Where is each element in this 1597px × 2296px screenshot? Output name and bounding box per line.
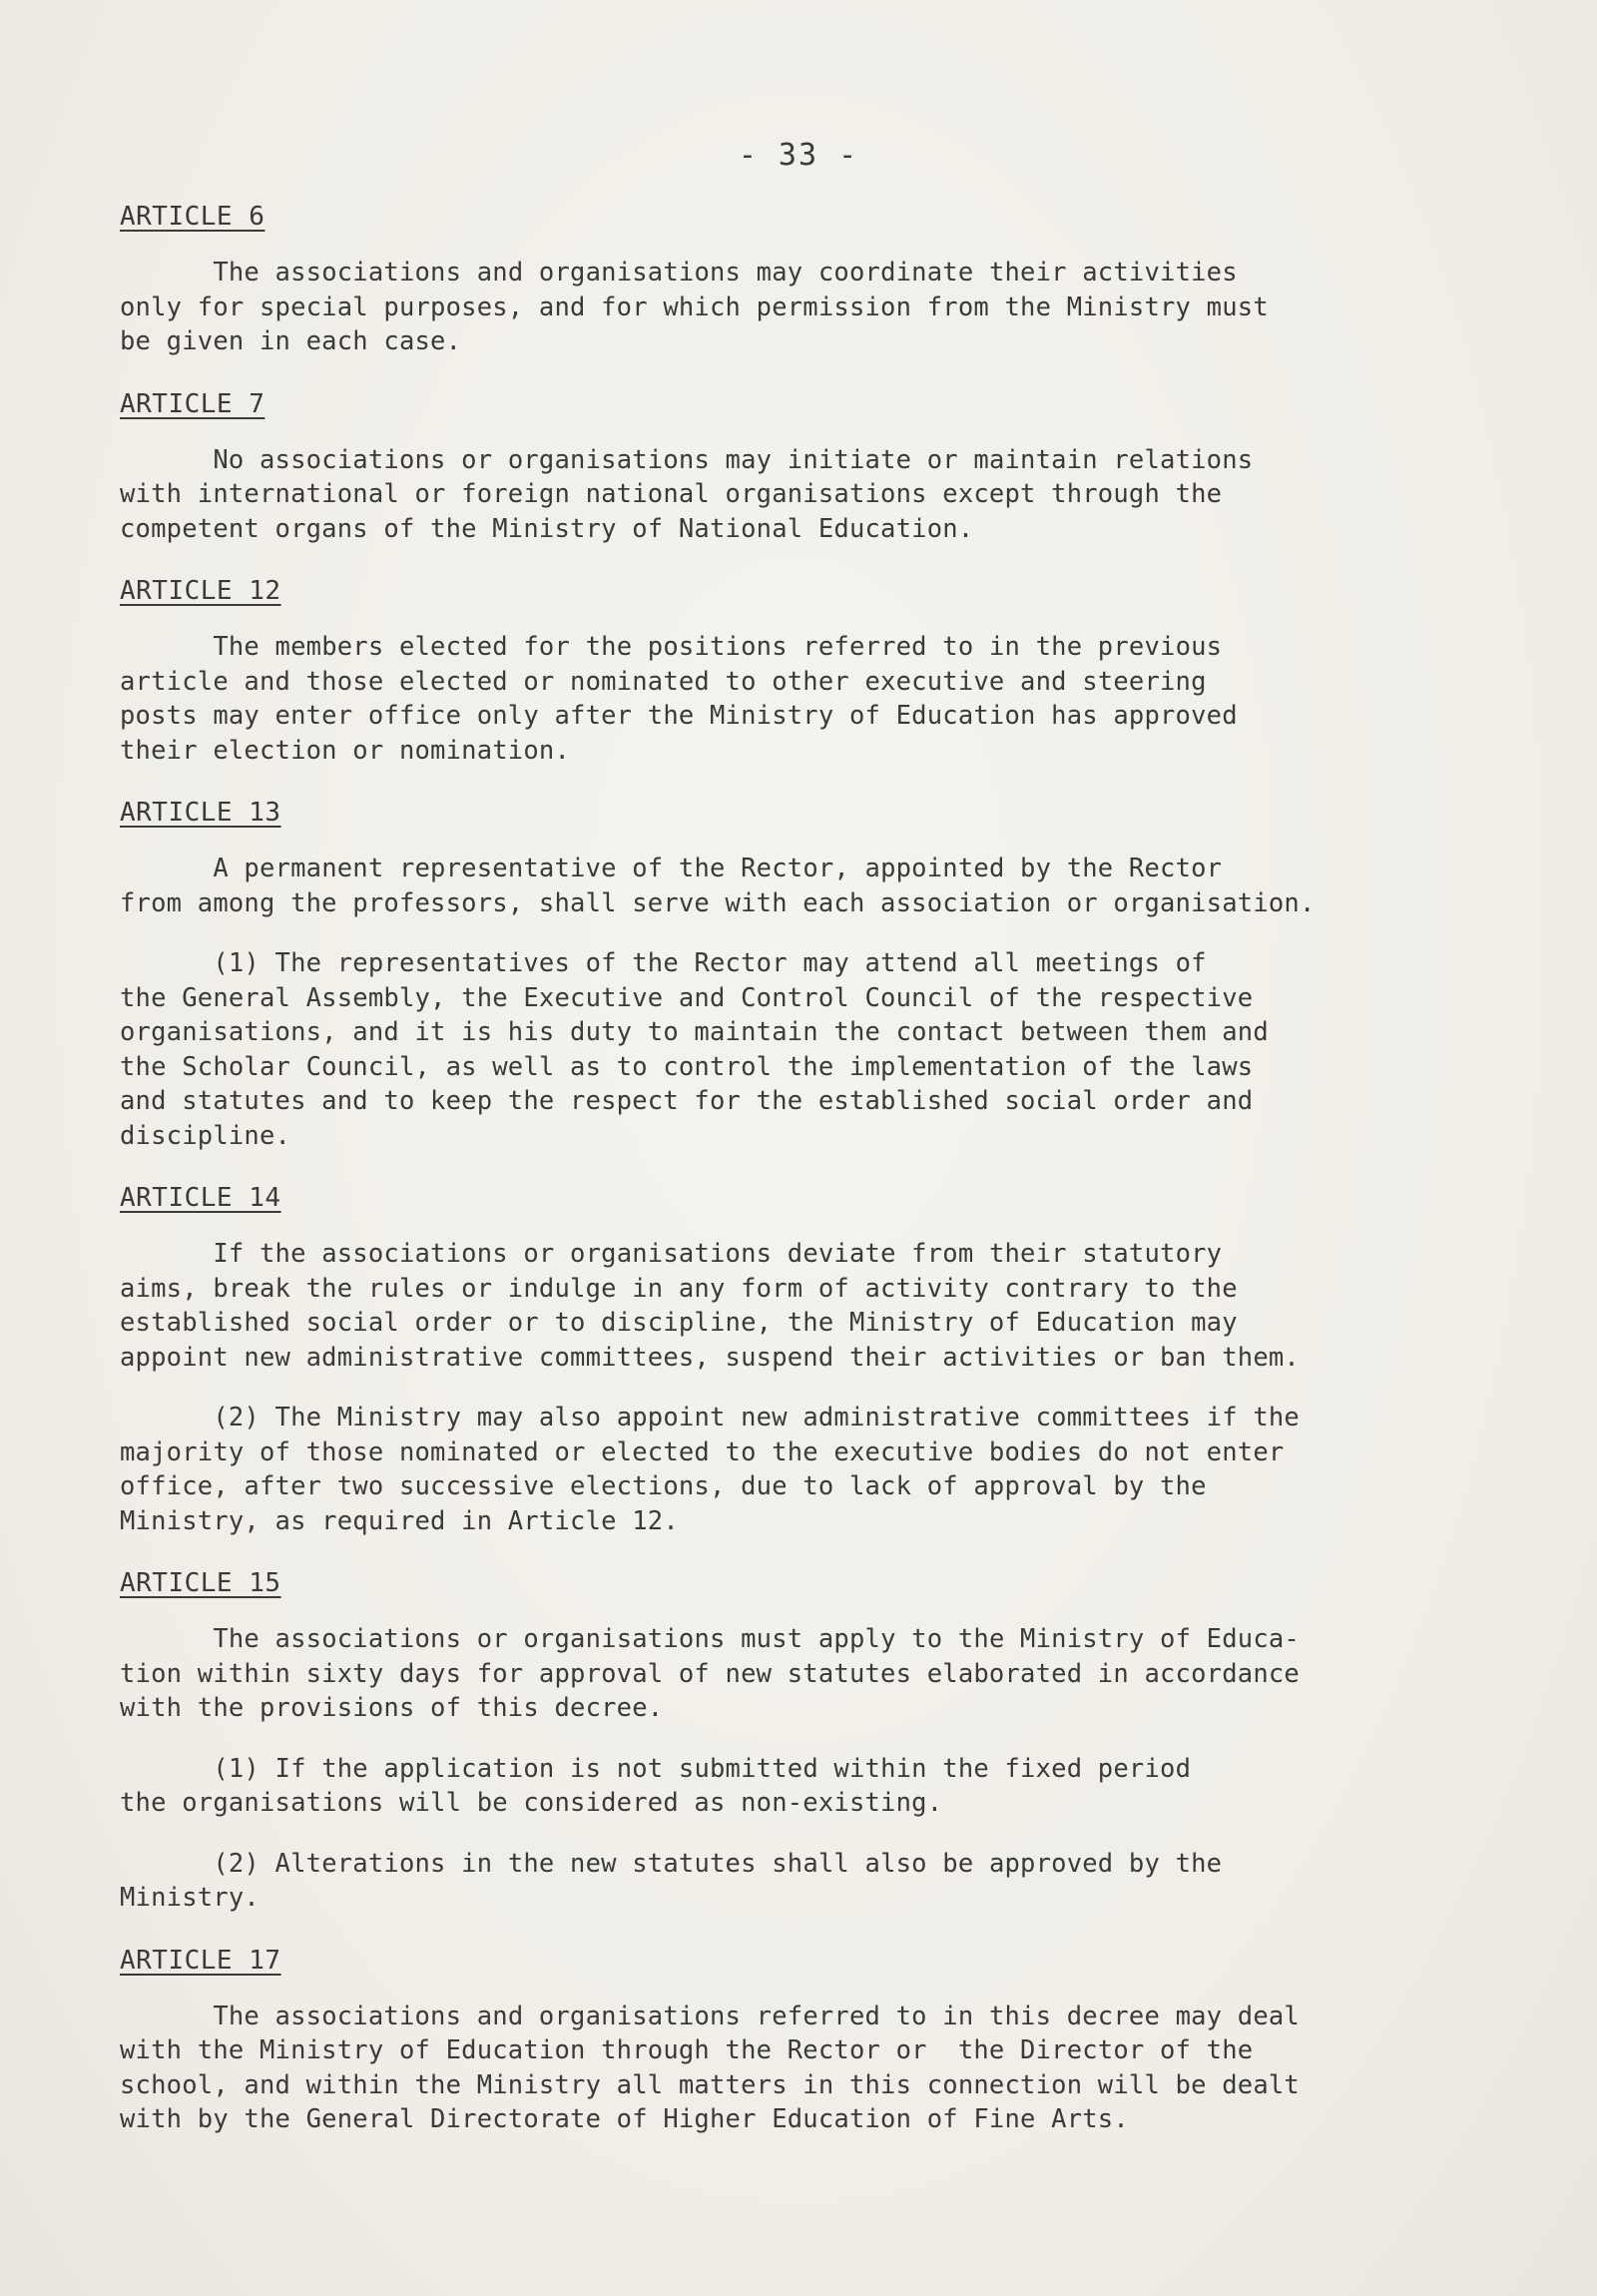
article-13 bbox=[120, 796, 1517, 1153]
article-paragraph: No associations or organisations may initiate or maintain relations with international or foreign national organisations except through the competent organs of the Ministry of National Education. bbox=[120, 444, 1254, 544]
article-14 bbox=[120, 1181, 1517, 1538]
article-paragraph: The associations and organisations referred to in this decree may deal with the Ministry of Education through the Rector or the Director of the school, and within the Ministry all matters in this connection will be dealt with by the General Directorate of Higher Education of Fine Arts. bbox=[120, 2001, 1300, 2134]
article-paragraph: A permanent representative of the Rector, appointed by the Rector from among the professors, shall serve with each association or organisation. bbox=[120, 854, 1316, 918]
article-heading: ARTICLE 6 bbox=[120, 202, 266, 232]
article-15 bbox=[120, 1566, 1517, 1916]
article-paragraph: The associations or organisations must apply to the Ministry of Educa- tion within sixty days for approval of new statutes elaborated in accordance with the provisions of this decree. bbox=[120, 1624, 1300, 1723]
article-paragraph: (1) If the application is not submitted within the fixed period the organisations will be considered as non-existing. bbox=[120, 1753, 1192, 1818]
article-12 bbox=[120, 574, 1517, 768]
article-paragraph: The associations and organisations may coordinate their activities only for special purposes, and for which permission from the Ministry must be given in each case. bbox=[120, 258, 1269, 356]
article-paragraph: (1) The representatives of the Rector may attend all meetings of the General Assembly, the Executive and Control Council of the respective organisations, and it is his duty to maintain the contact between them and the Scholar Council, as well as to control the implementation of the laws and statutes and to keep the respect for the established social order and discipline. bbox=[120, 948, 1269, 1151]
article-heading: ARTICLE 7 bbox=[120, 388, 266, 419]
article-6 bbox=[120, 200, 1517, 359]
article-17 bbox=[120, 1944, 1517, 2137]
article-7 bbox=[120, 387, 1517, 547]
article-paragraph: (2) The Ministry may also appoint new administrative committees if the majority of those nominated or elected to the executive bodies do not enter office, after two successive elections, due to lack of approval by the Ministry, as required in Article 12. bbox=[120, 1403, 1300, 1536]
article-heading: ARTICLE 14 bbox=[120, 1183, 281, 1213]
article-heading: ARTICLE 12 bbox=[120, 576, 281, 606]
article-heading: ARTICLE 13 bbox=[120, 798, 281, 828]
article-paragraph: The members elected for the positions referred to in the previous article and those elected or nominated to other executive and steering posts may enter office only after the Ministry of Education has approved their election or nomination. bbox=[120, 632, 1238, 766]
article-paragraph: (2) Alterations in the new statutes shall also be approved by the Ministry. bbox=[120, 1848, 1223, 1913]
article-paragraph: If the associations or organisations deviate from their statutory aims, break the rules or indulge in any form of activity contrary to the established social order or to discipline, the Ministry of Education may appoint new administrative committees, suspend their activities or ban them. bbox=[120, 1239, 1300, 1373]
article-heading: ARTICLE 17 bbox=[120, 1945, 281, 1976]
document-body bbox=[120, 200, 1517, 2165]
page-number: - 33 - bbox=[738, 138, 859, 173]
article-heading: ARTICLE 15 bbox=[120, 1568, 281, 1598]
